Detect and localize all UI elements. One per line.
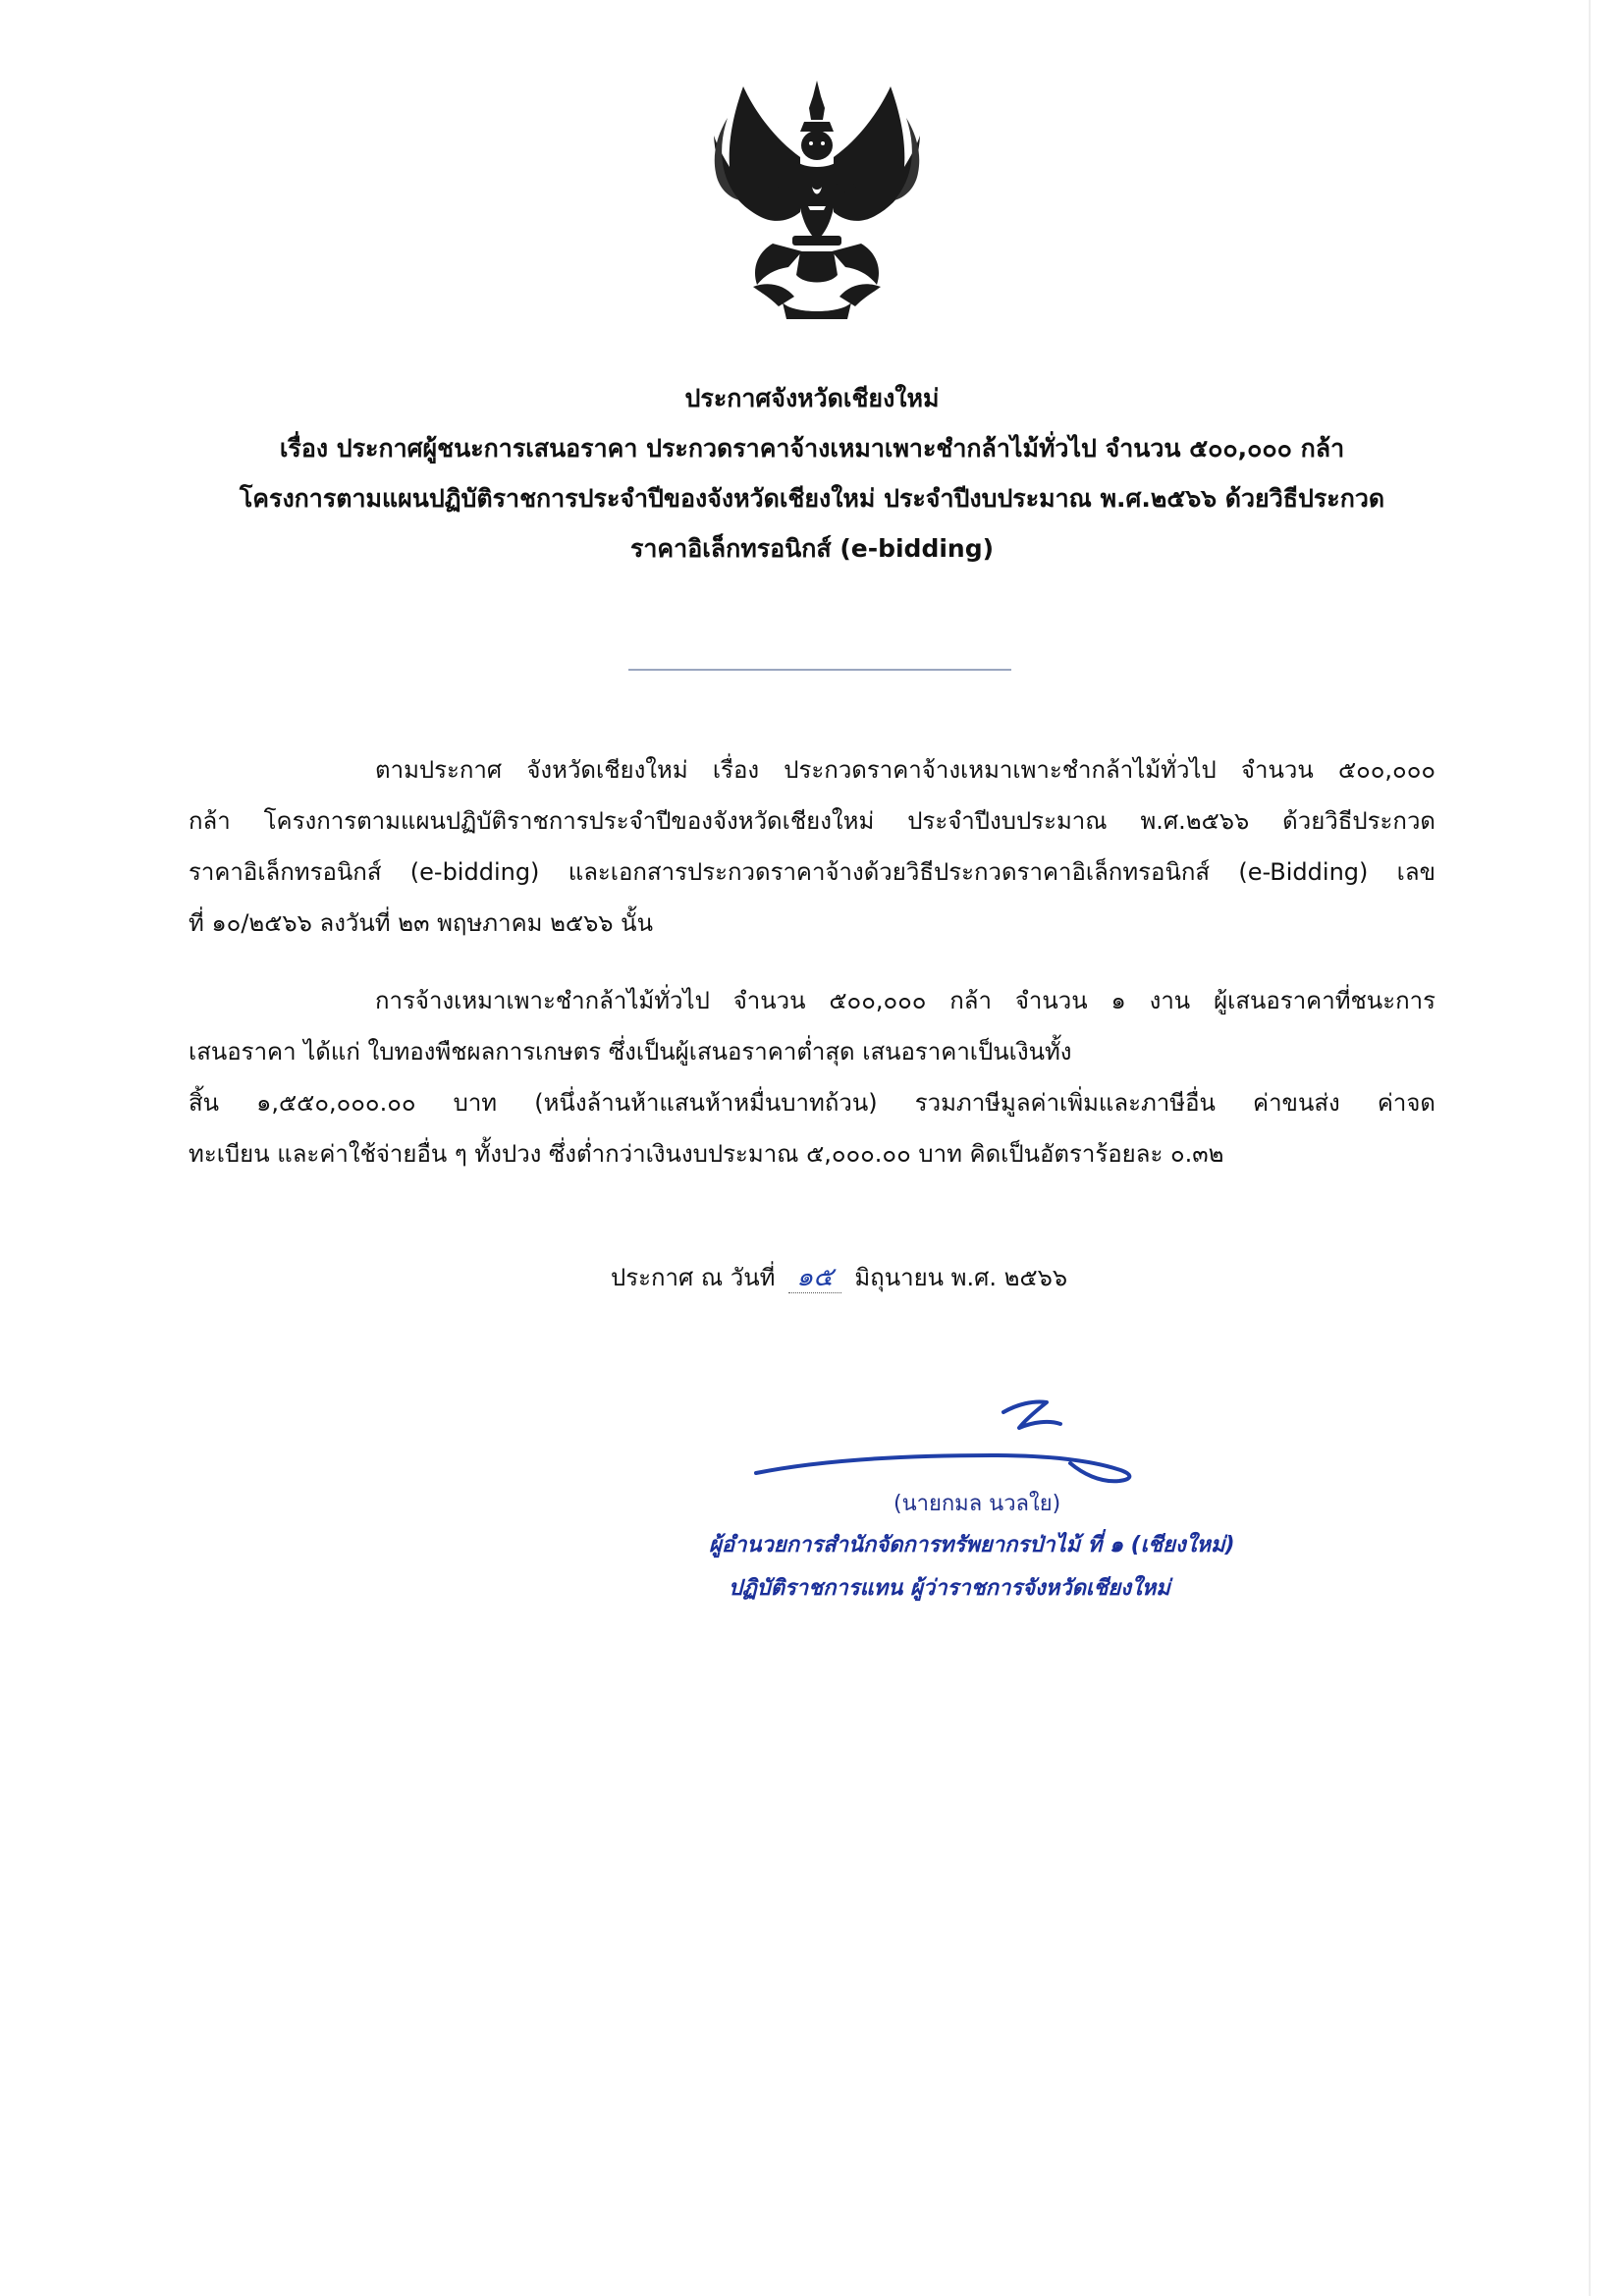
paragraph-1-line: กล้า โครงการตามแผนปฏิบัติราชการประจำปีของจังหวัดเชียงใหม่ ประจำปีงบประมาณ พ.ศ.๒๕๖๖ ด้วยวิธีประกวด [189, 807, 1435, 835]
header [147, 373, 1477, 574]
signer-name: (นายกมล นวลใย) [893, 1492, 1061, 1516]
page-title: ประกาศจังหวัดเชียงใหม่ [684, 384, 940, 412]
subject-line-3: ราคาอิเล็กทรอนิกส์ (e-bidding) [629, 534, 995, 563]
announce-month-year: มิถุนายน พ.ศ. ๒๕๖๖ [854, 1264, 1068, 1291]
subject-line-2: โครงการตามแผนปฏิบัติราชการประจำปีของจังหวัดเชียงใหม่ ประจำปีงบประมาณ พ.ศ.๒๕๖๖ ด้วยวิธีประกวด [239, 484, 1385, 513]
announce-day-field [796, 1252, 834, 1303]
paragraph-2-line: เสนอราคา ได้แก่ ใบทองพืชผลการเกษตร ซึ่งเป็นผู้เสนอราคาต่ำสุด เสนอราคาเป็นเงินทั้ง [189, 1038, 1072, 1066]
paragraph-2-line: การจ้างเหมาเพาะชำกล้าไม้ทั่วไป จำนวน ๕๐๐,๐๐๐ กล้า จำนวน ๑ งาน ผู้เสนอราคาที่ชนะการ [375, 987, 1435, 1014]
paragraph-1 [189, 744, 1435, 949]
paragraph-1-line: ราคาอิเล็กทรอนิกส์ (e-bidding) และเอกสารประกวดราคาจ้างด้วยวิธีประกวดราคาอิเล็กทรอนิกส์ (e-Bidding) เลข [189, 858, 1435, 886]
signer-title-2: ปฏิบัติราชการแทน ผู้ว่าราชการจังหวัดเชียงใหม่ [729, 1576, 1170, 1601]
paragraph-2 [189, 975, 1435, 1179]
page-edge [1589, 0, 1591, 2296]
title-separator [628, 669, 1011, 671]
paragraph-1-line: ที่ ๑๐/๒๕๖๖ ลงวันที่ ๒๓ พฤษภาคม ๒๕๖๖ นั้น [189, 909, 653, 937]
garuda-emblem-icon [714, 79, 920, 319]
paragraph-2-line: ทะเบียน และค่าใช้จ่ายอื่น ๆ ทั้งปวง ซึ่งต่ำกว่าเงินงบประมาณ ๕,๐๐๐.๐๐ บาท คิดเป็นอัตราร้อยละ ๐.๓๒ [189, 1140, 1224, 1168]
announce-day: ๑๕ [796, 1262, 834, 1292]
announce-date [611, 1252, 1067, 1303]
announce-prefix: ประกาศ ณ วันที่ [611, 1264, 776, 1291]
paragraph-1-line: ตามประกาศ จังหวัดเชียงใหม่ เรื่อง ประกวดราคาจ้างเหมาเพาะชำกล้าไม้ทั่วไป จำนวน ๕๐๐,๐๐๐ [375, 756, 1435, 784]
signer-title-1: ผู้อำนวยการสำนักจัดการทรัพยากรป่าไม้ ที่ ๑ (เชียงใหม่) [709, 1533, 1235, 1558]
day-dotted-line [788, 1292, 841, 1293]
subject-line-1: เรื่อง ประกาศผู้ชนะการเสนอราคา ประกวดราคาจ้างเหมาเพาะชำกล้าไม้ทั่วไป จำนวน ๕๐๐,๐๐๐ กล้า [279, 434, 1345, 463]
paragraph-2-line: สิ้น ๑,๕๕๐,๐๐๐.๐๐ บาท (หนึ่งล้านห้าแสนห้าหมื่นบาทถ้วน) รวมภาษีมูลค่าเพิ่มและภาษีอื่น ค่าขนส่ง ค่าจด [189, 1089, 1435, 1117]
